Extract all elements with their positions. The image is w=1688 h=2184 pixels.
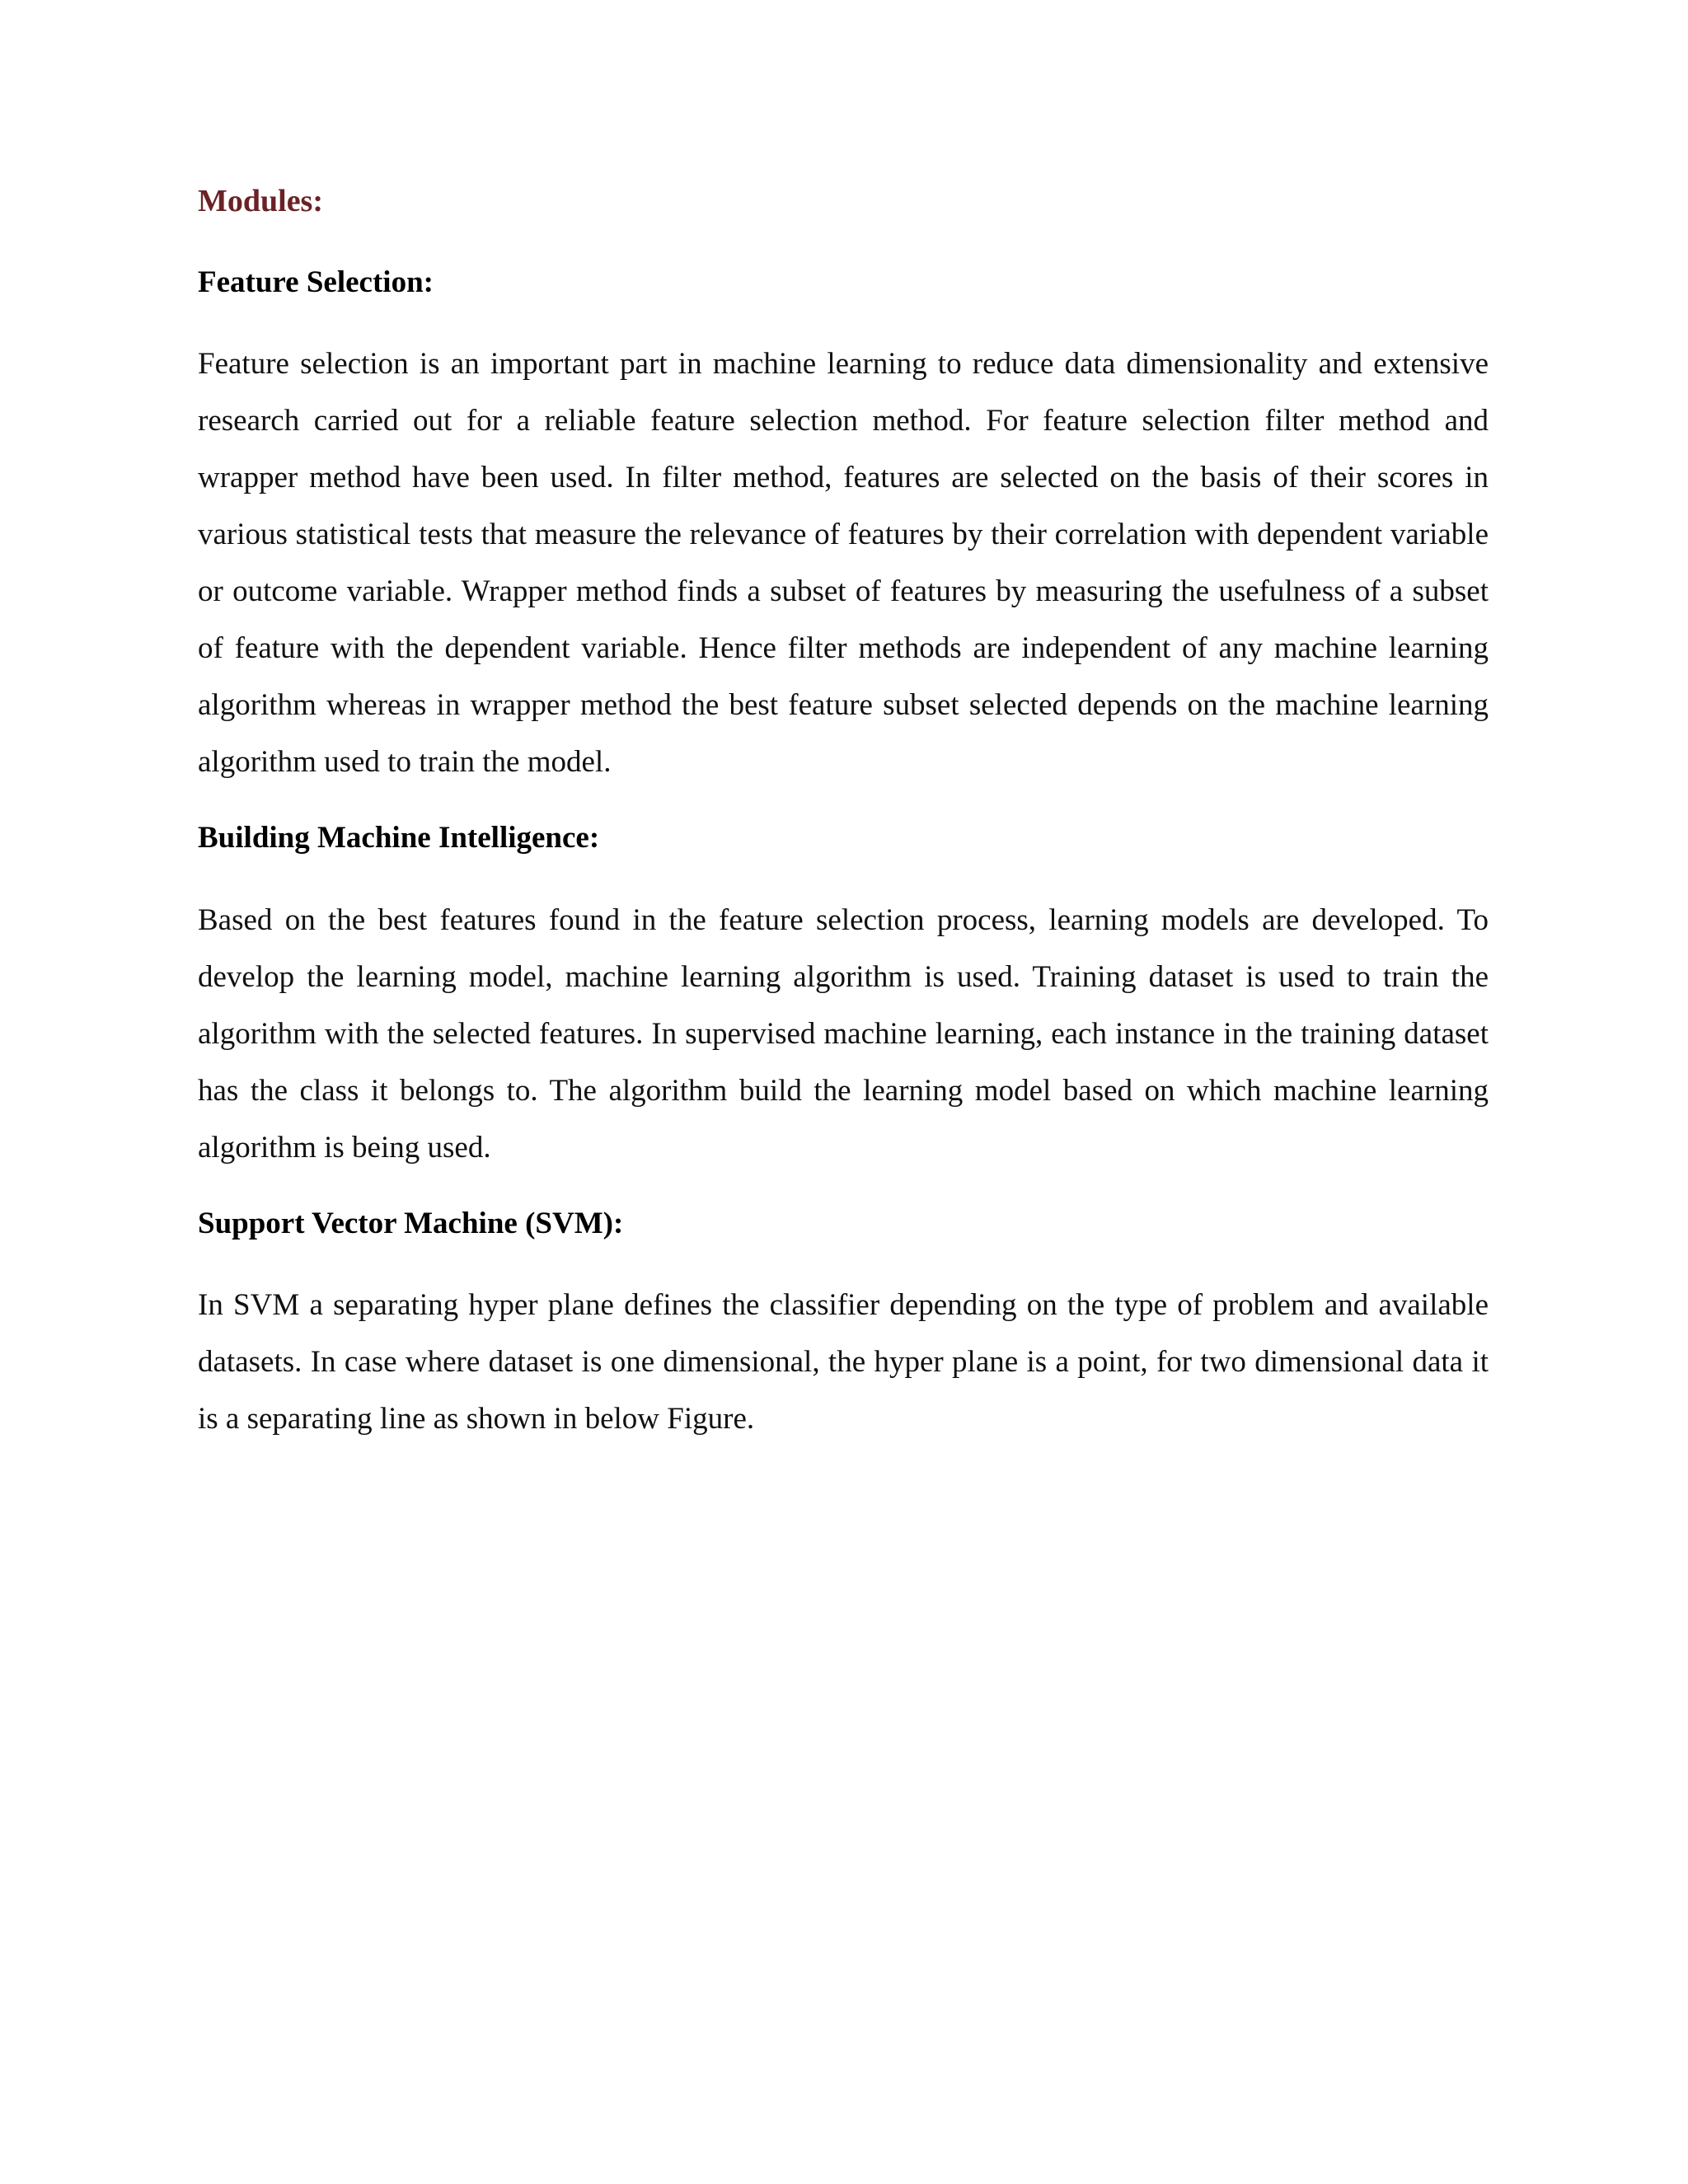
section-paragraph: In SVM a separating hyper plane defines the classifier depending on the type of problem and available datasets. In case where dataset is one dimensional, the hyper plane is a point, for two dimensional data it is a separating line as shown in below Figure. [198,1287,1489,1436]
section-building-machine-intelligence [198,818,1489,1175]
section-svm [198,1204,1489,1447]
section-heading: Feature Selection: [198,265,434,300]
section-paragraph: Feature selection is an important part in machine learning to reduce data dimensionality and extensive research carried out for a reliable feature selection method. For feature selection filter method and wrapper method have been used. In filter method, features are selected on the basis of their scores in various statistical tests that measure the relevance of features by their correlation with dependent variable or outcome variable. Wrapper method finds a subset of features by measuring the usefulness of a subset of feature with the dependent variable. Hence filter methods are independent of any machine learning algorithm whereas in wrapper method the best feature subset selected depends on the machine learning algorithm used to train the model. [198,347,1489,780]
section-paragraph: Based on the best features found in the feature selection process, learning models are developed. To develop the learning model, machine learning algorithm is used. Training dataset is used to train the algorithm with the selected features. In supervised machine learning, each instance in the training dataset has the class it belongs to. The algorithm build the learning model based on which machine learning algorithm is being used. [198,902,1489,1165]
section-heading: Support Vector Machine (SVM): [198,1206,624,1240]
modules-title: Modules: [198,184,323,218]
section-feature-selection [198,263,1489,790]
section-heading: Building Machine Intelligence: [198,821,600,855]
document-page [198,181,1489,1475]
